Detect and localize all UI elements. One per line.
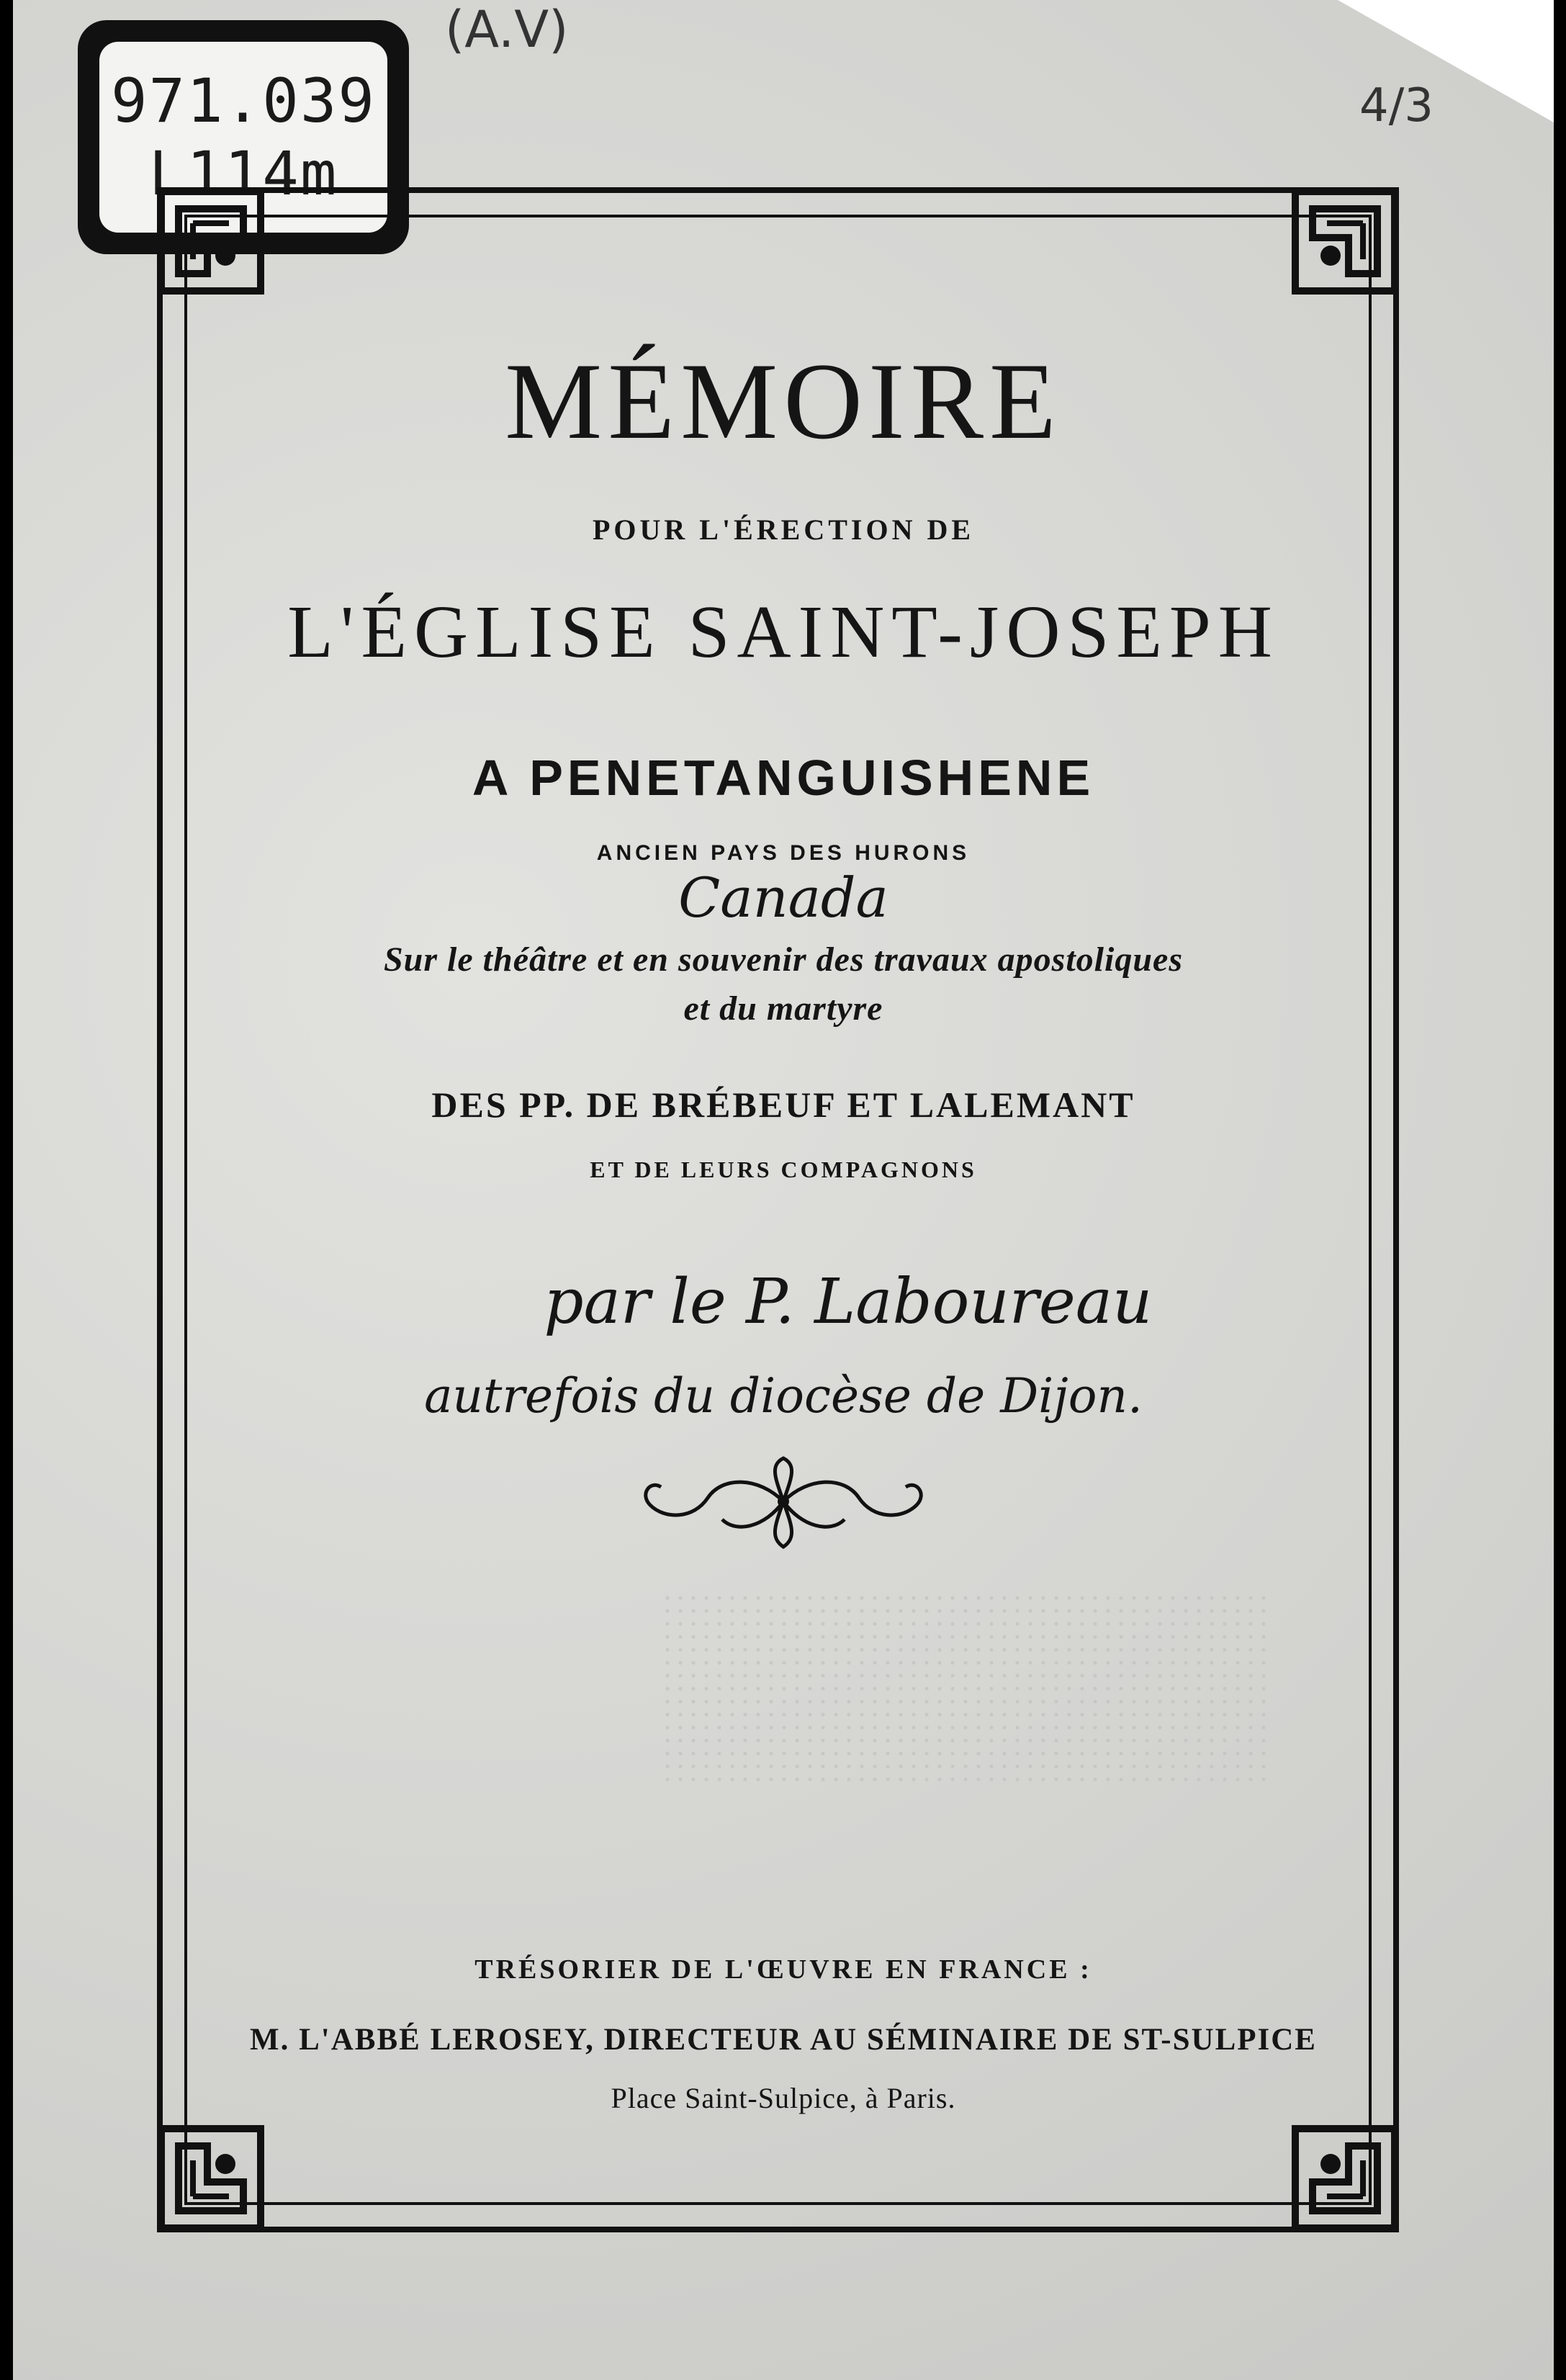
fretwork-corner-ornament-icon	[157, 2124, 265, 2232]
fretwork-corner-ornament-icon	[1291, 187, 1399, 295]
location: A PENETANGUISHENE	[472, 750, 1095, 806]
pencil-note: (A.V)	[445, 0, 569, 59]
call-number-line1: 971.039	[110, 65, 376, 136]
document-page	[13, 0, 1554, 2380]
treasurer-address: Place Saint-Sulpice, à Paris.	[611, 2082, 956, 2114]
companions: ET DE LEURS COMPAGNONS	[590, 1157, 977, 1182]
fretwork-corner-ornament-icon	[1291, 2124, 1399, 2232]
description-line2: et du martyre	[683, 989, 883, 1028]
fathers-names: DES PP. DE BRÉBEUF ET LALEMANT	[431, 1085, 1135, 1125]
treasurer-heading: TRÉSORIER DE L'ŒUVRE EN FRANCE :	[474, 1954, 1092, 1985]
fretwork-corner-ornament-icon	[157, 187, 265, 295]
call-number-line2: L114m	[148, 138, 338, 209]
church-name: L'ÉGLISE SAINT-JOSEPH	[287, 590, 1279, 673]
ancien-pays: ANCIEN PAYS DES HURONS	[596, 841, 971, 865]
treasurer-name: M. L'ABBÉ LEROSEY, DIRECTEUR AU SÉMINAIRE DE ST-SULPICE	[250, 2023, 1317, 2057]
scroll-flourish-icon	[621, 1447, 945, 1555]
description-line1: Sur le théâtre et en souvenir des travaux apostoliques	[383, 940, 1184, 979]
handwritten-author: par le P. Laboureau	[544, 1266, 1153, 1338]
title: MÉMOIRE	[505, 341, 1062, 462]
handwritten-diocese: autrefois du diocèse de Dijon.	[424, 1368, 1143, 1424]
handwritten-canada: Canada	[678, 866, 888, 930]
subtitle-pour: POUR L'ÉRECTION DE	[592, 513, 975, 546]
pencil-corner-note: 4/3	[1359, 79, 1434, 133]
faint-stamp	[661, 1591, 1266, 1786]
